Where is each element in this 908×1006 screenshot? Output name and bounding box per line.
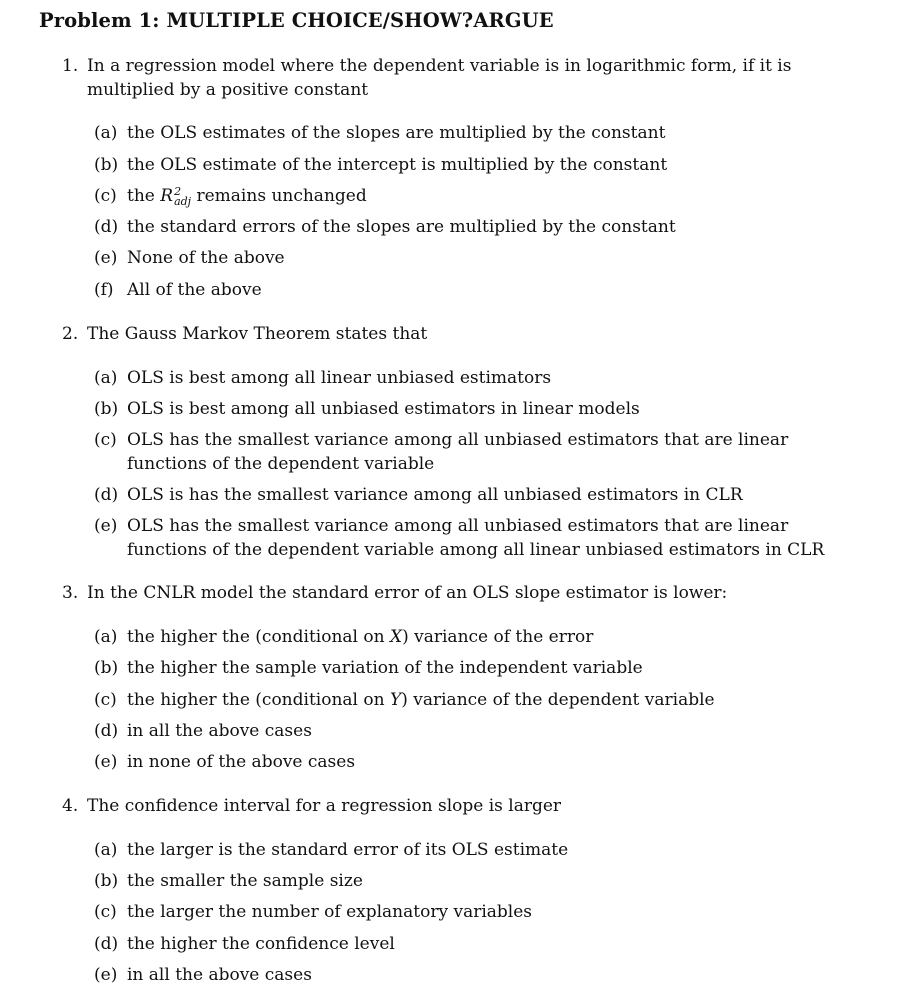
option-text: OLS has the smallest variance among all unbiased estimators that are linear functions of the dependent variable: [127, 430, 789, 474]
option-2d: [94, 483, 854, 507]
option-3a: [94, 625, 854, 649]
option-text-post: ) variance of the error: [402, 627, 594, 647]
option-text-post: ) variance of the dependent variable: [401, 690, 715, 710]
option-label: (c): [94, 902, 117, 922]
option-label: (e): [94, 752, 118, 772]
option-text: OLS is has the smallest variance among all unbiased estimators in CLR: [127, 485, 743, 505]
option-text: OLS is best among all linear unbiased estimators: [127, 368, 552, 388]
option-text: the higher the sample variation of the independent variable: [127, 658, 643, 678]
option-3c: [94, 688, 854, 712]
option-1e: [94, 246, 854, 270]
option-label: (e): [94, 248, 118, 268]
option-text-post: remains unchanged: [196, 186, 367, 206]
math-variable-x: X: [389, 627, 403, 647]
option-4a: [94, 838, 854, 862]
math-superscript: 2: [174, 184, 182, 198]
option-label: (e): [94, 516, 118, 536]
question-text: The Gauss Markov Theorem states that: [87, 324, 428, 344]
math-variable-y: Y: [389, 690, 402, 710]
option-label: (a): [94, 368, 118, 388]
option-2b: [94, 397, 854, 421]
option-2e: [94, 514, 854, 562]
option-label: (a): [94, 123, 118, 143]
option-1f: [94, 278, 854, 302]
option-text: [127, 688, 854, 712]
option-label: (c): [94, 430, 117, 450]
option-text: [127, 625, 854, 649]
option-label: (d): [94, 721, 119, 741]
option-text: [127, 184, 854, 208]
option-text: the standard errors of the slopes are multiplied by the constant: [127, 217, 676, 237]
option-text: OLS is best among all unbiased estimators in linear models: [127, 399, 640, 419]
problem-title: Problem 1: MULTIPLE CHOICE/SHOW?ARGUE: [39, 9, 554, 32]
option-3e: [94, 750, 854, 774]
option-text: OLS has the smallest variance among all unbiased estimators that are linear functions of the dependent variable among all linear unbiased estimators in CLR: [127, 516, 825, 560]
option-label: (b): [94, 658, 119, 678]
option-label: (a): [94, 840, 118, 860]
question-text: The confidence interval for a regression slope is larger: [87, 796, 562, 816]
question-2: [62, 322, 852, 346]
option-text: None of the above: [127, 248, 285, 268]
option-text: the smaller the sample size: [127, 871, 363, 891]
option-text: the higher the confidence level: [127, 934, 395, 954]
option-text: the larger is the standard error of its OLS estimate: [127, 840, 569, 860]
option-4b: [94, 869, 854, 893]
option-label: (b): [94, 155, 119, 175]
question-1: [62, 54, 852, 102]
option-1c: [94, 184, 854, 208]
question-text: In the CNLR model the standard error of an OLS slope estimator is lower:: [87, 583, 728, 603]
option-label: (d): [94, 217, 119, 237]
question-number: 2.: [62, 324, 79, 344]
option-text: in all the above cases: [127, 721, 312, 741]
option-2c: [94, 428, 854, 476]
question-number: 4.: [62, 796, 79, 816]
option-text: the larger the number of explanatory variables: [127, 902, 533, 922]
option-1b: [94, 153, 854, 177]
question-text: In a regression model where the dependent variable is in logarithmic form, if it is multiplied by a positive constant: [87, 56, 792, 100]
option-4c: [94, 900, 854, 924]
option-4e: [94, 963, 854, 987]
option-label: (a): [94, 627, 118, 647]
option-3b: [94, 656, 854, 680]
option-text: the OLS estimate of the intercept is multiplied by the constant: [127, 155, 668, 175]
option-2a: [94, 366, 854, 390]
option-text: All of the above: [127, 280, 262, 300]
option-1d: [94, 215, 854, 239]
option-label: (f): [94, 280, 114, 300]
option-label: (c): [94, 690, 117, 710]
question-3: [62, 581, 852, 605]
option-label: (b): [94, 399, 119, 419]
option-4d: [94, 932, 854, 956]
option-text: in none of the above cases: [127, 752, 356, 772]
math-subscript: adj: [174, 194, 192, 208]
option-1a: [94, 121, 854, 145]
question-number: 3.: [62, 583, 79, 603]
math-base: R: [160, 186, 174, 206]
option-text-pre: the: [127, 186, 155, 206]
option-3d: [94, 719, 854, 743]
question-4: [62, 794, 852, 818]
r-squared-adj-symbol: [160, 186, 191, 206]
option-text: the OLS estimates of the slopes are multiplied by the constant: [127, 123, 666, 143]
option-label: (d): [94, 485, 119, 505]
option-text-pre: the higher the (conditional on: [127, 690, 385, 710]
option-text: in all the above cases: [127, 965, 312, 985]
option-label: (e): [94, 965, 118, 985]
option-text-pre: the higher the (conditional on: [127, 627, 385, 647]
option-label: (c): [94, 186, 117, 206]
question-number: 1.: [62, 56, 79, 76]
option-label: (d): [94, 934, 119, 954]
option-label: (b): [94, 871, 119, 891]
